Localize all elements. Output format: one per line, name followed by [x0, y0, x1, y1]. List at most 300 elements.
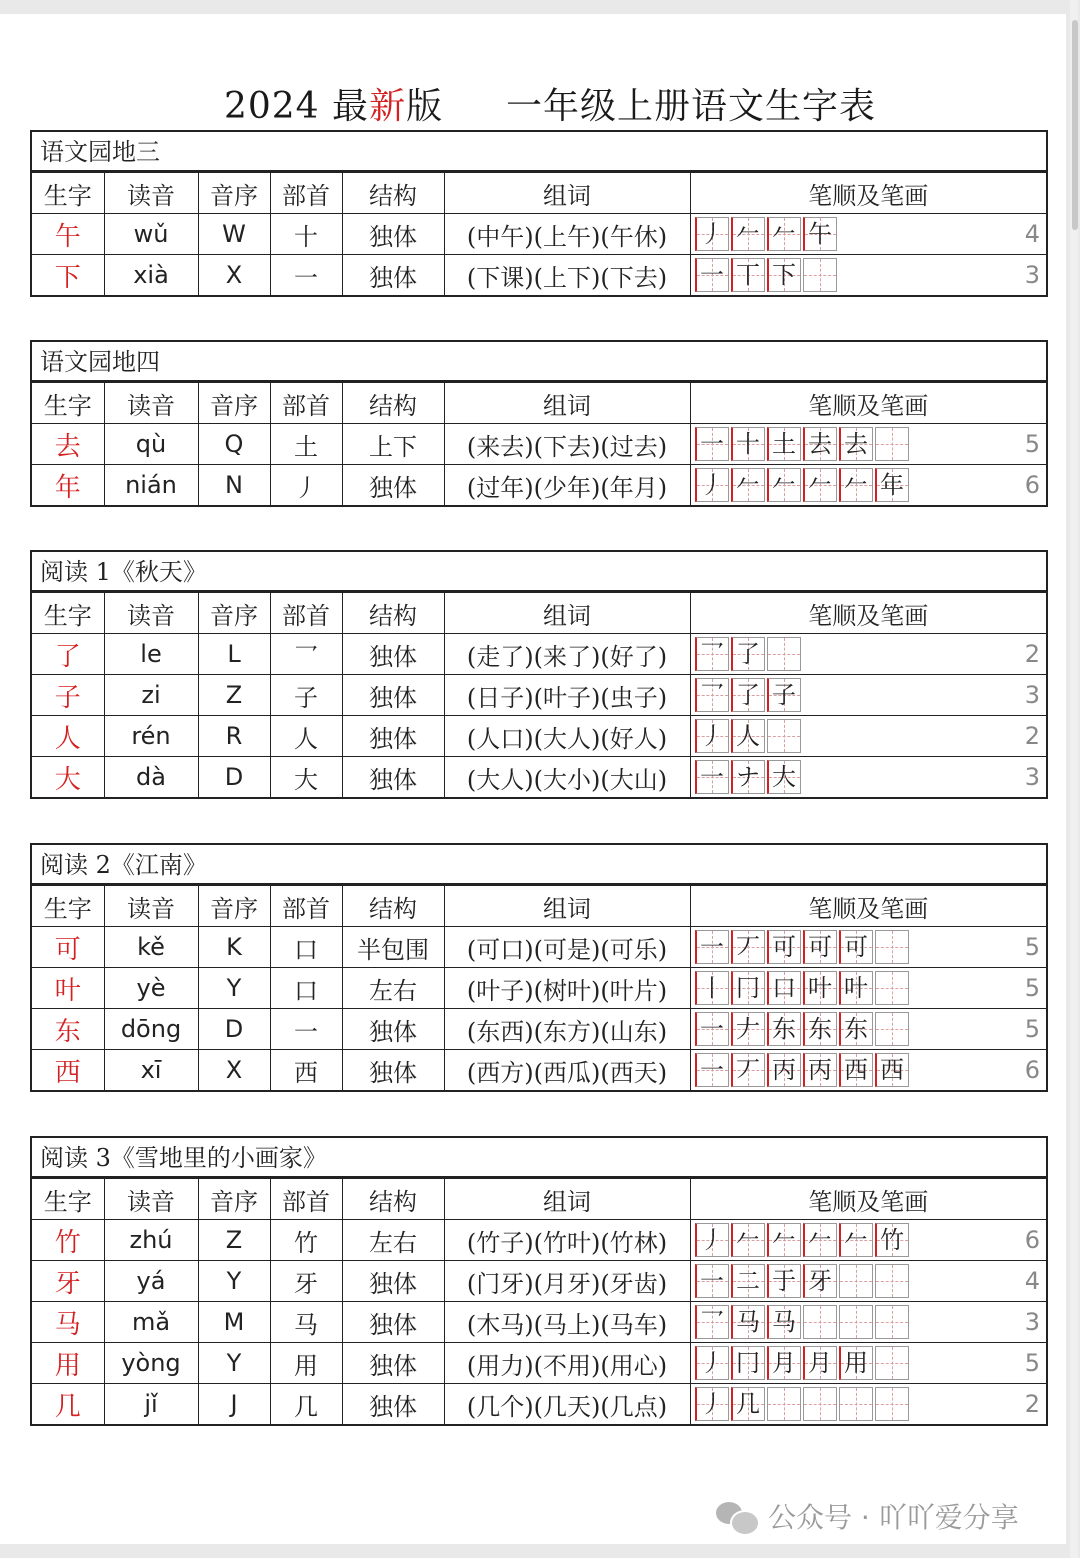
stroke-box — [767, 760, 801, 794]
pinyin-cell: zi — [104, 675, 198, 716]
stroke-box — [839, 1223, 873, 1257]
stroke-box — [731, 930, 765, 964]
order-cell: Z — [198, 1220, 270, 1261]
stroke-box — [767, 719, 801, 753]
order-cell: L — [198, 634, 270, 675]
pinyin-cell: dà — [104, 757, 198, 798]
stroke-box — [875, 1223, 909, 1257]
radical-cell: 大 — [270, 757, 342, 798]
stroke-box — [695, 1012, 729, 1046]
stroke-box — [731, 760, 765, 794]
stroke-step: 几 — [736, 1390, 760, 1418]
order-cell: D — [198, 1009, 270, 1050]
stroke-step: 去 — [844, 430, 868, 458]
radical-cell: 土 — [270, 424, 342, 465]
table-row — [32, 1384, 1046, 1425]
stroke-box — [695, 760, 729, 794]
stroke-step: 年 — [880, 471, 904, 499]
stroke-count: 2 — [1024, 1390, 1040, 1418]
stroke-box — [875, 427, 909, 461]
header-row — [32, 383, 1046, 424]
stroke-box — [695, 427, 729, 461]
radical-cell: 乛 — [270, 634, 342, 675]
stroke-count: 4 — [1024, 220, 1040, 248]
column-header: 生字 — [32, 593, 104, 634]
stroke-step: 二 — [736, 1267, 760, 1295]
stroke-box — [695, 719, 729, 753]
stroke-order-cell — [690, 1384, 1046, 1425]
stroke-box — [731, 1053, 765, 1087]
stroke-step: 丿 — [700, 1390, 724, 1418]
radical-cell: 口 — [270, 968, 342, 1009]
stroke-count: 3 — [1024, 681, 1040, 709]
stroke-step: 西 — [844, 1056, 868, 1084]
character-cell: 东 — [32, 1009, 104, 1050]
stroke-box — [839, 427, 873, 461]
stroke-box — [731, 1346, 765, 1380]
section-title: 阅读 1《秋天》 — [32, 552, 1046, 592]
stroke-count: 5 — [1024, 974, 1040, 1002]
pinyin-cell: qù — [104, 424, 198, 465]
pinyin-cell: mǎ — [104, 1302, 198, 1343]
stroke-box — [767, 1053, 801, 1087]
stroke-box — [767, 1346, 801, 1380]
stroke-box — [731, 719, 765, 753]
stroke-step: 叶 — [808, 974, 832, 1002]
stroke-box — [803, 1223, 837, 1257]
structure-cell: 独体 — [342, 634, 444, 675]
order-cell: Y — [198, 1343, 270, 1384]
structure-cell: 独体 — [342, 716, 444, 757]
stroke-order-cell — [690, 716, 1046, 757]
character-cell: 西 — [32, 1050, 104, 1091]
stroke-box — [695, 468, 729, 502]
stroke-grid — [695, 1012, 911, 1046]
stroke-order-cell — [690, 1009, 1046, 1050]
words-cell: (可口)(可是)(可乐) — [444, 927, 690, 968]
order-cell: K — [198, 927, 270, 968]
words-cell: (大人)(大小)(大山) — [444, 757, 690, 798]
words-cell: (来去)(下去)(过去) — [444, 424, 690, 465]
stroke-order-cell — [690, 465, 1046, 506]
stroke-step: 去 — [808, 430, 832, 458]
stroke-box — [875, 468, 909, 502]
stroke-order-cell — [690, 1050, 1046, 1091]
stroke-step: 可 — [772, 933, 796, 961]
stroke-step: 西 — [880, 1056, 904, 1084]
stroke-step: 乛 — [700, 1308, 724, 1336]
character-cell: 下 — [32, 255, 104, 296]
section-table — [30, 340, 1048, 507]
stroke-order-cell — [690, 757, 1046, 798]
stroke-box — [803, 1264, 837, 1298]
table-row — [32, 716, 1046, 757]
pinyin-cell: rén — [104, 716, 198, 757]
order-cell: N — [198, 465, 270, 506]
stroke-box — [695, 930, 729, 964]
table-row — [32, 255, 1046, 296]
radical-cell: 几 — [270, 1384, 342, 1425]
radical-cell: 丿 — [270, 465, 342, 506]
column-header: 音序 — [198, 173, 270, 214]
stroke-box — [875, 1346, 909, 1380]
stroke-box — [731, 1387, 765, 1421]
stroke-step: 𠂉 — [844, 1226, 868, 1254]
structure-cell: 上下 — [342, 424, 444, 465]
stroke-step: 𠂉 — [772, 471, 796, 499]
table-row — [32, 1009, 1046, 1050]
section-title: 阅读 2《江南》 — [32, 845, 1046, 885]
structure-cell: 独体 — [342, 465, 444, 506]
stroke-step: 竹 — [880, 1226, 904, 1254]
stroke-order-cell — [690, 675, 1046, 716]
stroke-step: 𠂉 — [736, 220, 760, 248]
column-header: 组词 — [444, 886, 690, 927]
table-row — [32, 757, 1046, 798]
section-table — [30, 130, 1048, 297]
column-header: 读音 — [104, 1179, 198, 1220]
stroke-step: 丿 — [700, 220, 724, 248]
pinyin-cell: kě — [104, 927, 198, 968]
stroke-box — [803, 930, 837, 964]
stroke-order-cell — [690, 634, 1046, 675]
column-header: 音序 — [198, 1179, 270, 1220]
stroke-step: 乛 — [700, 681, 724, 709]
column-header: 结构 — [342, 886, 444, 927]
stroke-grid — [695, 719, 803, 753]
stroke-box — [695, 1346, 729, 1380]
structure-cell: 独体 — [342, 1302, 444, 1343]
character-cell: 用 — [32, 1343, 104, 1384]
stroke-grid — [695, 971, 911, 1005]
structure-cell: 独体 — [342, 675, 444, 716]
header-row — [32, 593, 1046, 634]
stroke-step: 于 — [772, 1267, 796, 1295]
stroke-step: 东 — [772, 1015, 796, 1043]
column-header: 笔顺及笔画 — [690, 886, 1046, 927]
stroke-step: 马 — [772, 1308, 796, 1336]
stroke-box — [695, 1387, 729, 1421]
column-header: 部首 — [270, 886, 342, 927]
stroke-step: 丿 — [700, 471, 724, 499]
table-row — [32, 1343, 1046, 1384]
stroke-box — [767, 637, 801, 671]
stroke-step: 一 — [700, 933, 724, 961]
stroke-step: 可 — [844, 933, 868, 961]
stroke-box — [803, 1305, 837, 1339]
stroke-step: 东 — [844, 1015, 868, 1043]
column-header: 笔顺及笔画 — [690, 593, 1046, 634]
stroke-box — [767, 427, 801, 461]
character-cell: 马 — [32, 1302, 104, 1343]
column-header: 部首 — [270, 1179, 342, 1220]
stroke-count: 6 — [1024, 1056, 1040, 1084]
structure-cell: 左右 — [342, 968, 444, 1009]
stroke-box — [839, 971, 873, 1005]
pinyin-cell: dōng — [104, 1009, 198, 1050]
stroke-step: 了 — [736, 681, 760, 709]
wechat-icon — [716, 1500, 758, 1532]
character-cell: 去 — [32, 424, 104, 465]
section-title: 阅读 3《雪地里的小画家》 — [32, 1138, 1046, 1178]
stroke-box — [695, 258, 729, 292]
table-row — [32, 927, 1046, 968]
structure-cell: 独体 — [342, 1261, 444, 1302]
structure-cell: 半包围 — [342, 927, 444, 968]
stroke-box — [803, 971, 837, 1005]
words-cell: (人口)(大人)(好人) — [444, 716, 690, 757]
stroke-step: 𠂉 — [736, 1226, 760, 1254]
stroke-step: ナ — [736, 763, 760, 791]
column-header: 笔顺及笔画 — [690, 383, 1046, 424]
radical-cell: 用 — [270, 1343, 342, 1384]
watermark — [716, 1494, 1019, 1538]
words-cell: (下课)(上下)(下去) — [444, 255, 690, 296]
stroke-count: 2 — [1024, 640, 1040, 668]
stroke-box — [731, 971, 765, 1005]
stroke-grid — [695, 930, 911, 964]
header-row — [32, 1179, 1046, 1220]
stroke-grid — [695, 1346, 911, 1380]
table-row — [32, 634, 1046, 675]
radical-cell: 马 — [270, 1302, 342, 1343]
column-header: 读音 — [104, 383, 198, 424]
stroke-box — [695, 678, 729, 712]
column-header: 部首 — [270, 383, 342, 424]
stroke-order-cell — [690, 424, 1046, 465]
order-cell: Y — [198, 1261, 270, 1302]
stroke-step: 丨 — [700, 974, 724, 1002]
header-row — [32, 886, 1046, 927]
column-header: 组词 — [444, 173, 690, 214]
column-header: 音序 — [198, 593, 270, 634]
title-pre: 最 — [332, 86, 370, 127]
pinyin-cell: zhú — [104, 1220, 198, 1261]
stroke-box — [803, 1346, 837, 1380]
stroke-step: 𠂉 — [808, 1226, 832, 1254]
table-row — [32, 968, 1046, 1009]
stroke-step: 一 — [700, 430, 724, 458]
stroke-box — [839, 930, 873, 964]
column-header: 结构 — [342, 173, 444, 214]
order-cell: Y — [198, 968, 270, 1009]
column-header: 生字 — [32, 383, 104, 424]
structure-cell: 独体 — [342, 1050, 444, 1091]
stroke-order-cell — [690, 1220, 1046, 1261]
stroke-step: 月 — [772, 1349, 796, 1377]
table-row — [32, 1220, 1046, 1261]
stroke-box — [731, 427, 765, 461]
stroke-grid — [695, 637, 803, 671]
stroke-step: 𠂇 — [736, 1015, 760, 1043]
stroke-box — [839, 1346, 873, 1380]
stroke-box — [695, 1305, 729, 1339]
section-table — [30, 1136, 1048, 1426]
stroke-step: 下 — [772, 261, 796, 289]
column-header: 组词 — [444, 383, 690, 424]
stroke-box — [767, 258, 801, 292]
stroke-grid — [695, 1264, 911, 1298]
structure-cell: 左右 — [342, 1220, 444, 1261]
stroke-count: 5 — [1024, 1349, 1040, 1377]
stroke-step: 人 — [736, 722, 760, 750]
stroke-grid — [695, 1387, 911, 1421]
stroke-box — [767, 971, 801, 1005]
stroke-grid — [695, 1305, 911, 1339]
character-cell: 几 — [32, 1384, 104, 1425]
stroke-step: 一 — [700, 1015, 724, 1043]
title-post: 版 — [406, 86, 444, 127]
stroke-box — [803, 1053, 837, 1087]
column-header: 组词 — [444, 1179, 690, 1220]
stroke-box — [731, 1264, 765, 1298]
stroke-box — [767, 1223, 801, 1257]
pinyin-cell: jǐ — [104, 1384, 198, 1425]
stroke-step: 一 — [700, 1056, 724, 1084]
stroke-step: 丆 — [736, 1056, 760, 1084]
column-header: 结构 — [342, 1179, 444, 1220]
stroke-step: 口 — [772, 974, 796, 1002]
stroke-grid — [695, 1223, 911, 1257]
structure-cell: 独体 — [342, 1009, 444, 1050]
radical-cell: 牙 — [270, 1261, 342, 1302]
words-cell: (东西)(东方)(山东) — [444, 1009, 690, 1050]
stroke-box — [731, 1305, 765, 1339]
character-cell: 人 — [32, 716, 104, 757]
stroke-box — [695, 217, 729, 251]
character-cell: 叶 — [32, 968, 104, 1009]
stroke-box — [731, 1223, 765, 1257]
stroke-order-cell — [690, 927, 1046, 968]
stroke-step: 冂 — [736, 1349, 760, 1377]
radical-cell: 十 — [270, 214, 342, 255]
column-header: 结构 — [342, 593, 444, 634]
stroke-step: 𠂉 — [808, 471, 832, 499]
character-cell: 午 — [32, 214, 104, 255]
pinyin-cell: le — [104, 634, 198, 675]
title-red-char: 新 — [369, 86, 407, 127]
stroke-box — [731, 258, 765, 292]
radical-cell: 一 — [270, 255, 342, 296]
stroke-box — [767, 468, 801, 502]
stroke-box — [731, 217, 765, 251]
stroke-step: 了 — [736, 640, 760, 668]
stroke-box — [731, 468, 765, 502]
pinyin-cell: nián — [104, 465, 198, 506]
radical-cell: 人 — [270, 716, 342, 757]
stroke-count: 6 — [1024, 471, 1040, 499]
stroke-step: 叶 — [844, 974, 868, 1002]
stroke-step: 乛 — [700, 640, 724, 668]
watermark-text: 公众号 · 吖吖爱分享 — [768, 1501, 1019, 1534]
table-row — [32, 1261, 1046, 1302]
stroke-box — [839, 1264, 873, 1298]
stroke-step: 东 — [808, 1015, 832, 1043]
column-header: 笔顺及笔画 — [690, 173, 1046, 214]
table-row — [32, 1050, 1046, 1091]
stroke-count: 3 — [1024, 261, 1040, 289]
column-header: 结构 — [342, 383, 444, 424]
stroke-step: 大 — [772, 763, 796, 791]
character-cell: 竹 — [32, 1220, 104, 1261]
section-title: 语文园地三 — [32, 132, 1046, 172]
stroke-box — [731, 637, 765, 671]
character-cell: 可 — [32, 927, 104, 968]
stroke-grid — [695, 1053, 911, 1087]
stroke-step: 土 — [772, 430, 796, 458]
stroke-box — [875, 930, 909, 964]
stroke-box — [839, 1012, 873, 1046]
words-cell: (竹子)(竹叶)(竹林) — [444, 1220, 690, 1261]
column-header: 音序 — [198, 383, 270, 424]
radical-cell: 竹 — [270, 1220, 342, 1261]
stroke-order-cell — [690, 214, 1046, 255]
column-header: 部首 — [270, 593, 342, 634]
stroke-box — [875, 1305, 909, 1339]
section-table — [30, 843, 1048, 1092]
character-cell: 大 — [32, 757, 104, 798]
stroke-step: 可 — [808, 933, 832, 961]
character-cell: 了 — [32, 634, 104, 675]
order-cell: D — [198, 757, 270, 798]
stroke-box — [767, 217, 801, 251]
structure-cell: 独体 — [342, 255, 444, 296]
order-cell: Z — [198, 675, 270, 716]
stroke-box — [839, 1305, 873, 1339]
stroke-step: 丙 — [808, 1056, 832, 1084]
column-header: 生字 — [32, 173, 104, 214]
words-cell: (用力)(不用)(用心) — [444, 1343, 690, 1384]
stroke-box — [875, 1387, 909, 1421]
words-cell: (西方)(西瓜)(西天) — [444, 1050, 690, 1091]
stroke-count: 5 — [1024, 1015, 1040, 1043]
character-cell: 牙 — [32, 1261, 104, 1302]
stroke-step: 冂 — [736, 974, 760, 1002]
stroke-step: 牙 — [808, 1267, 832, 1295]
stroke-box — [767, 930, 801, 964]
stroke-order-cell — [690, 1343, 1046, 1384]
stroke-box — [803, 468, 837, 502]
stroke-step: 丿 — [700, 722, 724, 750]
stroke-box — [767, 1305, 801, 1339]
order-cell: R — [198, 716, 270, 757]
stroke-box — [695, 637, 729, 671]
stroke-box — [803, 1387, 837, 1421]
stroke-order-cell — [690, 1261, 1046, 1302]
scrollbar[interactable] — [1070, 0, 1078, 1558]
order-cell: X — [198, 1050, 270, 1091]
stroke-box — [839, 1053, 873, 1087]
structure-cell: 独体 — [342, 757, 444, 798]
stroke-count: 2 — [1024, 722, 1040, 750]
stroke-count: 5 — [1024, 933, 1040, 961]
stroke-grid — [695, 427, 911, 461]
words-cell: (过年)(少年)(年月) — [444, 465, 690, 506]
stroke-step: 丅 — [736, 261, 760, 289]
table-row — [32, 1302, 1046, 1343]
stroke-box — [767, 1387, 801, 1421]
stroke-box — [875, 1012, 909, 1046]
stroke-box — [875, 1053, 909, 1087]
stroke-box — [839, 468, 873, 502]
pinyin-cell: xià — [104, 255, 198, 296]
stroke-order-cell — [690, 968, 1046, 1009]
stroke-order-cell — [690, 1302, 1046, 1343]
pinyin-cell: xī — [104, 1050, 198, 1091]
section-table — [30, 550, 1048, 799]
stroke-box — [767, 1264, 801, 1298]
table-row — [32, 465, 1046, 506]
